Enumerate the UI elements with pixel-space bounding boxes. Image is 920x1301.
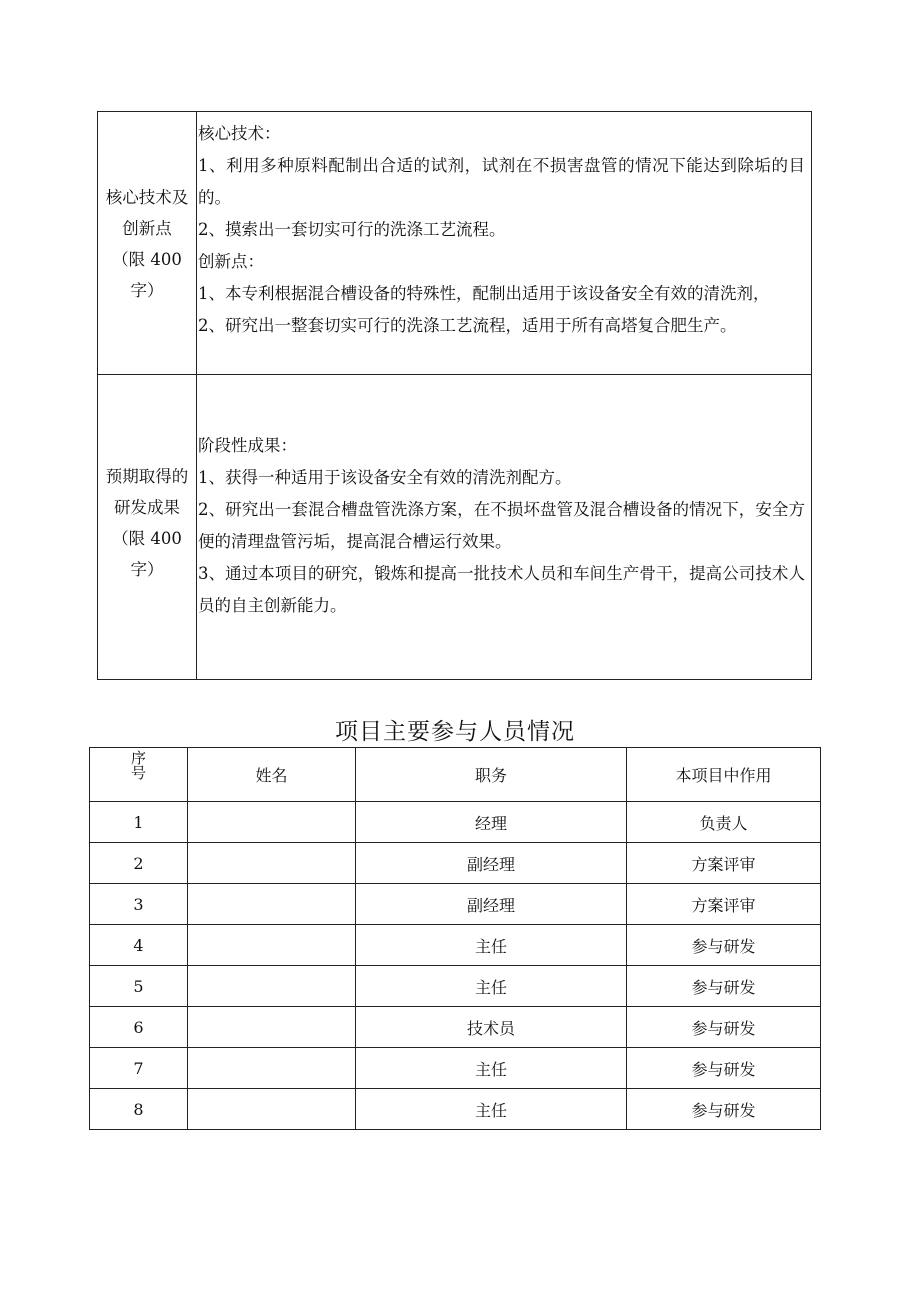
outcome-label-line: 研发成果 xyxy=(114,498,180,517)
header-number xyxy=(90,748,188,802)
cell-number: 3 xyxy=(90,884,188,925)
participants-section-title: 项目主要参与人员情况 xyxy=(335,719,575,745)
cell-position: 副经理 xyxy=(356,843,627,884)
header-number-top: 序 xyxy=(130,749,146,767)
outcome-label-line: 字） xyxy=(130,560,164,579)
core-content-line: 核心技术： xyxy=(198,124,281,143)
table-row xyxy=(90,843,821,884)
outcome-label-line: 预期取得的 xyxy=(105,467,189,486)
table-row xyxy=(90,925,821,966)
table-row xyxy=(90,884,821,925)
core-label-line: 核心技术及 xyxy=(105,188,189,207)
cell-name xyxy=(188,843,356,884)
cell-name xyxy=(188,966,356,1007)
core-content-line: 1、利用多种原料配制出合适的试剂，试剂在不损害盘管的情况下能达到除垢的目的。 xyxy=(198,156,805,207)
participants-table xyxy=(89,747,821,1130)
cell-name xyxy=(188,1089,356,1130)
cell-position: 主任 xyxy=(356,966,627,1007)
cell-position: 技术员 xyxy=(356,1007,627,1048)
core-content-line: 2、摸索出一套切实可行的洗涤工艺流程。 xyxy=(198,220,506,239)
cell-name xyxy=(188,1048,356,1089)
core-content-line: 创新点： xyxy=(198,252,264,271)
expected-outcome-label-cell xyxy=(98,375,197,680)
table-row xyxy=(90,966,821,1007)
outcome-content-line: 2、研究出一套混合槽盘管洗涤方案，在不损坏盘管及混合槽设备的情况下，安全方便的清理盘管污垢，提高混合槽运行效果。 xyxy=(198,500,805,551)
cell-role: 参与研发 xyxy=(627,925,821,966)
cell-number: 7 xyxy=(90,1048,188,1089)
cell-number: 5 xyxy=(90,966,188,1007)
core-technology-content-cell xyxy=(197,112,812,375)
cell-role: 方案评审 xyxy=(627,843,821,884)
cell-role: 参与研发 xyxy=(627,1089,821,1130)
cell-number: 6 xyxy=(90,1007,188,1048)
core-technology-row xyxy=(98,112,812,375)
core-content-line: 1、本专利根据混合槽设备的特殊性，配制出适用于该设备安全有效的清洗剂， xyxy=(198,284,770,303)
cell-role: 负责人 xyxy=(627,802,821,843)
cell-role: 参与研发 xyxy=(627,1007,821,1048)
cell-name xyxy=(188,925,356,966)
core-label-line: （限 400 xyxy=(112,250,182,269)
cell-number: 2 xyxy=(90,843,188,884)
table-row xyxy=(90,1089,821,1130)
core-label-line: 创新点 xyxy=(122,219,172,238)
table-row xyxy=(90,802,821,843)
header-position: 职务 xyxy=(356,748,627,802)
expected-outcome-row xyxy=(98,375,812,680)
cell-number: 1 xyxy=(90,802,188,843)
cell-role: 参与研发 xyxy=(627,966,821,1007)
outcome-content-line: 阶段性成果： xyxy=(198,436,297,455)
header-number-bottom: 号 xyxy=(130,764,146,782)
cell-position: 主任 xyxy=(356,925,627,966)
core-technology-label-cell xyxy=(98,112,197,375)
expected-outcome-content-cell xyxy=(197,375,812,680)
outcome-label-line: （限 400 xyxy=(112,529,182,548)
outcome-content-line: 3、通过本项目的研究，锻炼和提高一批技术人员和车间生产骨干，提高公司技术人员的自主创新能力。 xyxy=(198,564,805,615)
cell-role: 方案评审 xyxy=(627,884,821,925)
participants-header-row xyxy=(90,748,821,802)
cell-name xyxy=(188,802,356,843)
core-content-line: 2、研究出一整套切实可行的洗涤工艺流程，适用于所有高塔复合肥生产。 xyxy=(198,316,737,335)
table-row xyxy=(90,1048,821,1089)
table-row xyxy=(90,1007,821,1048)
cell-position: 副经理 xyxy=(356,884,627,925)
header-role: 本项目中作用 xyxy=(627,748,821,802)
cell-number: 4 xyxy=(90,925,188,966)
cell-name xyxy=(188,1007,356,1048)
header-name: 姓名 xyxy=(188,748,356,802)
cell-role: 参与研发 xyxy=(627,1048,821,1089)
cell-position: 经理 xyxy=(356,802,627,843)
core-label-line: 字） xyxy=(130,281,164,300)
project-detail-table xyxy=(97,111,812,680)
cell-position: 主任 xyxy=(356,1048,627,1089)
cell-name xyxy=(188,884,356,925)
cell-position: 主任 xyxy=(356,1089,627,1130)
cell-number: 8 xyxy=(90,1089,188,1130)
outcome-content-line: 1、获得一种适用于该设备安全有效的清洗剂配方。 xyxy=(198,468,572,487)
